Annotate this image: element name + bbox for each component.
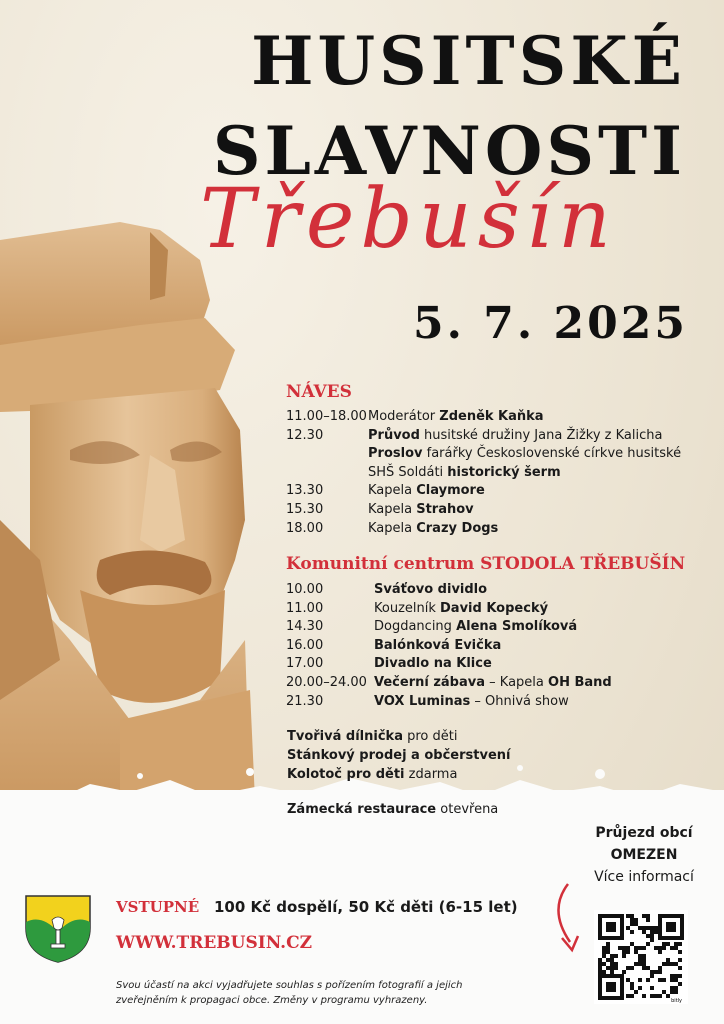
curved-arrow-icon <box>548 880 598 960</box>
program-time: 11.00–18.00 <box>286 409 367 424</box>
transit-line-1: Průjezd obcí <box>595 825 693 841</box>
program-time: 13.30 <box>286 483 324 499</box>
program-time: 21.30 <box>286 693 324 709</box>
program-description: Divadlo na Klice <box>374 656 492 672</box>
qr-code[interactable] <box>594 910 688 1004</box>
place-name: Třebušín <box>200 172 617 267</box>
qr-caption: bitly <box>671 998 682 1004</box>
extras-item: Kolotoč pro děti zdarma <box>287 767 458 782</box>
program-time: 16.00 <box>286 637 324 653</box>
event-date: 5. 7. 2025 <box>413 298 688 349</box>
title-line-2: SLAVNOSTI <box>212 112 686 190</box>
program-time: 14.30 <box>286 619 324 635</box>
website-link[interactable]: WWW.TREBUSIN.CZ <box>116 933 313 953</box>
admission-label: VSTUPNÉ <box>116 898 200 916</box>
program-description: Dogdancing Alena Smolíková <box>374 619 578 635</box>
title-line-1: HUSITSKÉ <box>251 22 686 100</box>
program-time: 11.00 <box>286 600 324 616</box>
transit-notice <box>574 822 714 888</box>
program-description: Večerní zábava – Kapela OH Band <box>374 675 612 690</box>
transit-line-3: Více informací <box>594 869 694 885</box>
program-description: Kapela Claymore <box>368 483 485 499</box>
program-time: 10.00 <box>286 582 324 597</box>
program-description: Balónková Evička <box>374 637 502 653</box>
program-description: VOX Luminas – Ohnivá show <box>374 693 569 709</box>
extras-item: Tvořivá dílnička pro děti <box>287 729 458 744</box>
extras-item: Stánkový prodej a občerstvení <box>287 748 511 763</box>
program-description: Kapela Strahov <box>368 502 474 517</box>
stodola-heading: Komunitní centrum STODOLA TŘEBUŠÍN <box>286 554 686 574</box>
program-time: 17.00 <box>286 656 324 672</box>
program-description: Moderátor Zdeněk Kaňka <box>368 409 544 424</box>
program-time: 12.30 <box>286 427 324 443</box>
program-description: Průvod husitské družiny Jana Žižky z Kalicha <box>368 427 663 443</box>
program-time: 20.00–24.00 <box>286 675 367 690</box>
program-description: SHŠ Soldáti historický šerm <box>368 464 561 480</box>
restaurant-note: Zámecká restaurace otevřena <box>287 802 499 817</box>
village-crest-icon <box>22 892 94 964</box>
program-description: Sváťovo dividlo <box>374 582 488 597</box>
program-description: Kapela Crazy Dogs <box>368 520 499 536</box>
program-description: Proslov farářky Československé církve husitské <box>368 446 682 462</box>
transit-line-2: OMEZEN <box>610 847 678 863</box>
naves-heading: NÁVES <box>286 382 352 402</box>
program-time: 18.00 <box>286 520 324 536</box>
admission-prices: 100 Kč dospělí, 50 Kč děti (6-15 let) <box>214 898 518 916</box>
program-description: Kouzelník David Kopecký <box>374 600 549 616</box>
disclaimer-text: Svou účastí na akci vyjadřujete souhlas s pořízením fotografií a jejich zveřejněním k propagaci obce. Změny v programu vyhrazeny. <box>116 980 463 1006</box>
program-time: 15.30 <box>286 502 324 517</box>
